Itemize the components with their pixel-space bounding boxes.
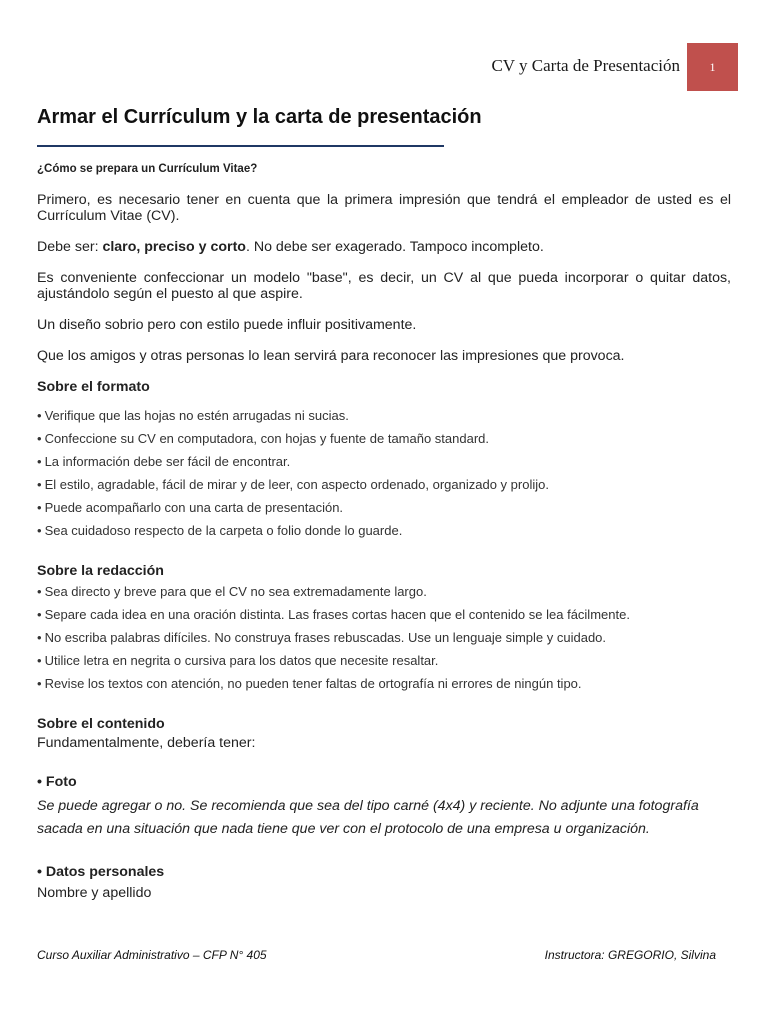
list-item-text: Confeccione su CV en computadora, con hojas y fuente de tamaño standard. [44, 431, 490, 446]
list-item [37, 653, 731, 669]
bullet-icon: • [37, 653, 42, 668]
bullet-icon: • [37, 431, 42, 446]
list-redaccion [37, 584, 731, 692]
list-item [37, 500, 731, 516]
heading-contenido: Sobre el contenido [37, 716, 165, 732]
debe-ser-prefix: Debe ser: [37, 239, 103, 255]
document-title: Armar el Currículum y la carta de presentación [37, 106, 482, 128]
bullet-icon: • [37, 607, 42, 622]
bullet-icon: • [37, 676, 42, 691]
list-item [37, 630, 731, 646]
list-item [37, 584, 731, 600]
list-item-text: La información debe ser fácil de encontrar. [44, 454, 291, 469]
title-underline [37, 145, 444, 147]
list-item-text: El estilo, agradable, fácil de mirar y de leer, con aspecto ordenado, organizado y prolijo. [44, 477, 549, 492]
list-item [37, 431, 731, 447]
paragraph-intro: Primero, es necesario tener en cuenta que la primera impresión que tendrá el empleador de usted es el Currículum Vitae (CV). [37, 192, 731, 224]
list-item-text: Verifique que las hojas no estén arrugadas ni sucias. [44, 408, 349, 423]
paragraph-modelo-base: Es conveniente confeccionar un modelo "base", es decir, un CV al que pueda incorporar o quitar datos, ajustándolo según el puesto al que aspire. [37, 270, 731, 302]
header-title: CV y Carta de Presentación [491, 56, 680, 75]
datos-nombre-apellido: Nombre y apellido [37, 885, 152, 901]
bullet-icon: • [37, 630, 42, 645]
contenido-intro: Fundamentalmente, debería tener: [37, 735, 256, 751]
bullet-icon: • [37, 500, 42, 515]
list-item [37, 607, 731, 623]
footer-instructor: Instructora: GREGORIO, Silvina [544, 948, 716, 962]
list-item-text: Sea directo y breve para que el CV no sea extremadamente largo. [44, 584, 427, 599]
paragraph-diseno: Un diseño sobrio pero con estilo puede influir positivamente. [37, 317, 417, 333]
document-body [37, 161, 731, 901]
heading-datos-personales: • Datos personales [37, 864, 165, 880]
foto-description: Se puede agregar o no. Se recomienda que sea del tipo carné (4x4) y reciente. No adjunte una fotografía sacada en una situación que nada tiene que ver con el protocolo de una empresa u organización. [37, 798, 699, 837]
paragraph-amigos: Que los amigos y otras personas lo lean servirá para reconocer las impresiones que provoca. [37, 348, 625, 364]
bullet-icon: • [37, 408, 42, 423]
list-item [37, 408, 731, 424]
list-item-text: Puede acompañarlo con una carta de presentación. [44, 500, 344, 515]
heading-formato: Sobre el formato [37, 379, 150, 395]
footer-course: Curso Auxiliar Administrativo – CFP N° 405 [37, 948, 267, 962]
list-item-text: Revise los textos con atención, no pueden tener faltas de ortografía ni errores de ningún tipo. [44, 676, 582, 691]
bullet-icon: • [37, 454, 42, 469]
list-formato [37, 408, 731, 539]
list-item-text: Utilice letra en negrita o cursiva para los datos que necesite resaltar. [44, 653, 439, 668]
list-item [37, 523, 731, 539]
list-item-text: Separe cada idea en una oración distinta. Las frases cortas hacen que el contenido se lea fácilmente. [44, 607, 630, 622]
section-question: ¿Cómo se prepara un Currículum Vitae? [37, 163, 258, 175]
heading-redaccion: Sobre la redacción [37, 563, 164, 579]
bullet-icon: • [37, 477, 42, 492]
list-item [37, 676, 731, 692]
paragraph-debe-ser [37, 239, 731, 255]
heading-foto: • Foto [37, 774, 77, 790]
list-item-text: Sea cuidadoso respecto de la carpeta o folio donde lo guarde. [44, 523, 403, 538]
bullet-icon: • [37, 523, 42, 538]
debe-ser-bold: claro, preciso y corto [102, 239, 246, 255]
list-item-text: No escriba palabras difíciles. No construya frases rebuscadas. Use un lenguaje simple y cuidado. [44, 630, 607, 645]
list-item [37, 477, 731, 493]
bullet-icon: • [37, 584, 42, 599]
debe-ser-suffix: . No debe ser exagerado. Tampoco incompleto. [245, 239, 544, 255]
list-item [37, 454, 731, 470]
page-number-badge: 1 [687, 43, 738, 91]
